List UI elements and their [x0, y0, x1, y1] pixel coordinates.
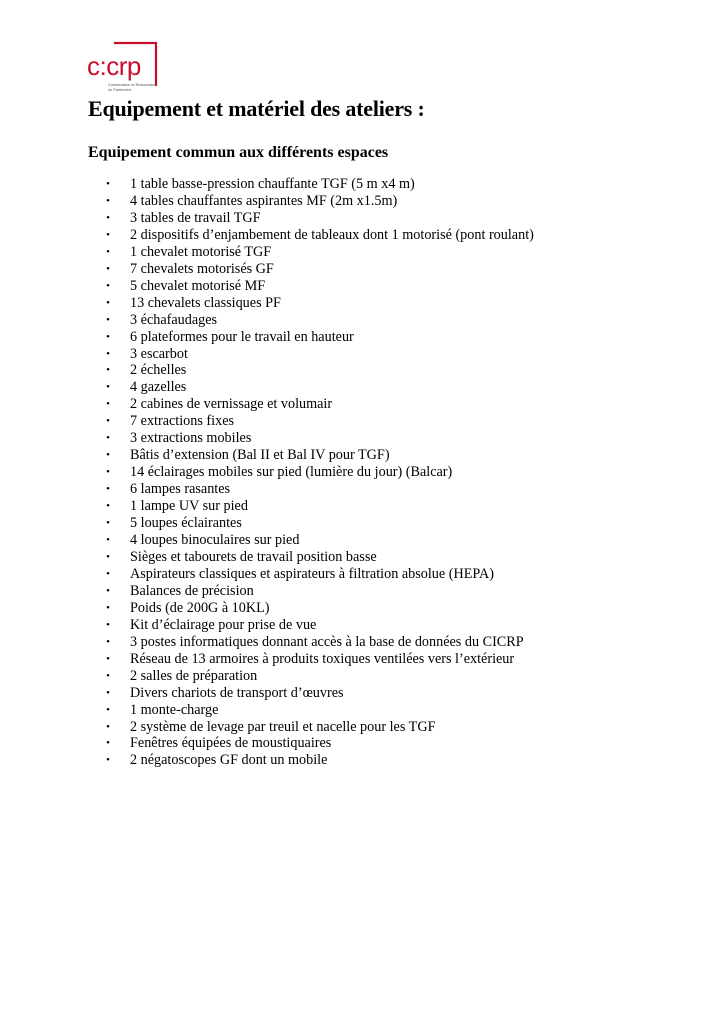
bullet-icon: • — [106, 652, 110, 665]
equipment-item-text: 5 chevalet motorisé MF — [130, 277, 266, 294]
bullet-icon: • — [106, 415, 110, 428]
bullet-icon: • — [106, 567, 110, 580]
equipment-item-text: Divers chariots de transport d’œuvres — [130, 684, 344, 701]
equipment-list-item — [103, 430, 534, 447]
equipment-list-item — [103, 312, 534, 329]
bullet-icon: • — [106, 754, 110, 767]
equipment-item-text: 2 cabines de vernissage et volumair — [130, 396, 333, 413]
bullet-icon: • — [106, 313, 110, 326]
equipment-item-text: 5 loupes éclairantes — [130, 515, 242, 532]
equipment-item-text: 1 lampe UV sur pied — [130, 498, 248, 515]
equipment-item-text: 4 tables chauffantes aspirantes MF (2m x1.5m) — [130, 192, 398, 209]
equipment-item-text: 4 gazelles — [130, 379, 187, 396]
equipment-item-text: Poids (de 200G à 10KL) — [130, 599, 270, 616]
equipment-item-text: 1 chevalet motorisé TGF — [130, 243, 272, 260]
bullet-icon: • — [106, 449, 110, 462]
equipment-list-item — [103, 396, 534, 413]
equipment-list-item — [103, 600, 534, 617]
bullet-icon: • — [106, 601, 110, 614]
bullet-icon: • — [106, 211, 110, 224]
equipment-list-item — [103, 685, 534, 702]
bullet-icon: • — [106, 550, 110, 563]
bullet-icon: • — [106, 737, 110, 750]
bullet-icon: • — [106, 669, 110, 682]
equipment-list-item — [103, 668, 534, 685]
equipment-list-item — [103, 617, 534, 634]
bullet-icon: • — [106, 178, 110, 190]
equipment-list-item — [103, 583, 534, 600]
equipment-item-text: 2 système de levage par treuil et nacelle pour les TGF — [130, 718, 436, 735]
equipment-item-text: 1 table basse-pression chauffante TGF (5 m x4 m) — [130, 176, 415, 192]
bullet-icon: • — [106, 194, 110, 207]
equipment-item-text: 7 extractions fixes — [130, 413, 235, 430]
bullet-icon: • — [106, 398, 110, 411]
equipment-list-item — [103, 379, 534, 396]
equipment-list-item — [103, 261, 534, 278]
equipment-list-item — [103, 566, 534, 583]
logo-tagline-line-2: du Patrimoine — [108, 88, 132, 92]
equipment-list-item — [103, 735, 534, 752]
equipment-list-item — [103, 193, 534, 210]
equipment-item-text: 3 échafaudages — [130, 311, 218, 328]
equipment-list-item — [103, 481, 534, 498]
equipment-item-text: 6 plateformes pour le travail en hauteur — [130, 328, 354, 345]
equipment-item-text: 2 négatoscopes GF dont un mobile — [130, 752, 328, 769]
equipment-list-item — [103, 176, 534, 193]
bullet-icon: • — [106, 347, 110, 360]
bullet-icon: • — [106, 635, 110, 648]
equipment-list-item — [103, 515, 534, 532]
bullet-icon: • — [106, 500, 110, 513]
equipment-item-text: 2 dispositifs d’enjambement de tableaux dont 1 motorisé (pont roulant) — [130, 226, 534, 243]
equipment-item-text: 14 éclairages mobiles sur pied (lumière du jour) (Balcar) — [130, 464, 453, 481]
equipment-list-item — [103, 295, 534, 312]
equipment-list-item — [103, 634, 534, 651]
equipment-item-text: 2 échelles — [130, 362, 187, 379]
equipment-item-text: 3 tables de travail TGF — [130, 209, 261, 226]
logo-tagline-line-1: Conservation et Restauration — [108, 83, 158, 87]
cicrp-logo — [86, 40, 164, 96]
equipment-item-text: Aspirateurs classiques et aspirateurs à filtration absolue (HEPA) — [130, 565, 494, 582]
equipment-list-item — [103, 719, 534, 736]
bullet-icon: • — [106, 279, 110, 292]
equipment-list-item — [103, 329, 534, 346]
equipment-item-text: Fenêtres équipées de moustiquaires — [130, 735, 332, 752]
equipment-item-text: Réseau de 13 armoires à produits toxiques ventilées vers l’extérieur — [130, 650, 515, 667]
equipment-list-item — [103, 464, 534, 481]
equipment-list-item — [103, 210, 534, 227]
bullet-icon: • — [106, 432, 110, 445]
section-subtitle: Equipement commun aux différents espaces — [88, 144, 389, 161]
bullet-icon: • — [106, 296, 110, 309]
bullet-icon: • — [106, 534, 110, 547]
equipment-list-item — [103, 227, 534, 244]
equipment-item-text: 6 lampes rasantes — [130, 481, 231, 498]
equipment-item-text: 1 monte-charge — [130, 701, 219, 718]
bullet-icon: • — [106, 720, 110, 733]
equipment-item-text: 4 loupes binoculaires sur pied — [130, 532, 300, 549]
bullet-icon: • — [106, 228, 110, 241]
bullet-icon: • — [106, 245, 110, 258]
equipment-list-item — [103, 498, 534, 515]
equipment-item-text: 7 chevalets motorisés GF — [130, 260, 274, 277]
page-title: Equipement et matériel des ateliers : — [88, 96, 425, 121]
equipment-list-item — [103, 278, 534, 295]
bullet-icon: • — [106, 703, 110, 716]
equipment-item-text: 3 escarbot — [130, 345, 188, 362]
equipment-item-text: Balances de précision — [130, 582, 254, 599]
logo-text: c:crp — [87, 51, 141, 81]
equipment-list-item — [103, 362, 534, 379]
bullet-icon: • — [106, 584, 110, 597]
bullet-icon: • — [106, 483, 110, 496]
equipment-item-text: 13 chevalets classiques PF — [130, 294, 281, 311]
equipment-list-item — [103, 346, 534, 363]
equipment-item-text: Sièges et tabourets de travail position basse — [130, 548, 377, 565]
equipment-list-item — [103, 549, 534, 566]
equipment-item-text: Kit d’éclairage pour prise de vue — [130, 616, 317, 633]
equipment-list-item — [103, 447, 534, 464]
equipment-item-text: 2 salles de préparation — [130, 667, 258, 684]
equipment-list-item — [103, 702, 534, 719]
equipment-list-item — [103, 651, 534, 668]
bullet-icon: • — [106, 686, 110, 699]
bullet-icon: • — [106, 330, 110, 343]
bullet-icon: • — [106, 381, 110, 394]
equipment-item-text: Bâtis d’extension (Bal II et Bal IV pour TGF) — [130, 447, 390, 464]
equipment-list-item — [103, 413, 534, 430]
equipment-list — [103, 176, 534, 769]
bullet-icon: • — [106, 466, 110, 479]
equipment-list-item — [103, 752, 534, 769]
equipment-item-text: 3 extractions mobiles — [130, 430, 252, 447]
bullet-icon: • — [106, 364, 110, 377]
equipment-list-item — [103, 532, 534, 549]
bullet-icon: • — [106, 517, 110, 530]
equipment-list-item — [103, 244, 534, 261]
bullet-icon: • — [106, 262, 110, 275]
bullet-icon: • — [106, 618, 110, 631]
equipment-item-text: 3 postes informatiques donnant accès à la base de données du CICRP — [130, 633, 524, 650]
